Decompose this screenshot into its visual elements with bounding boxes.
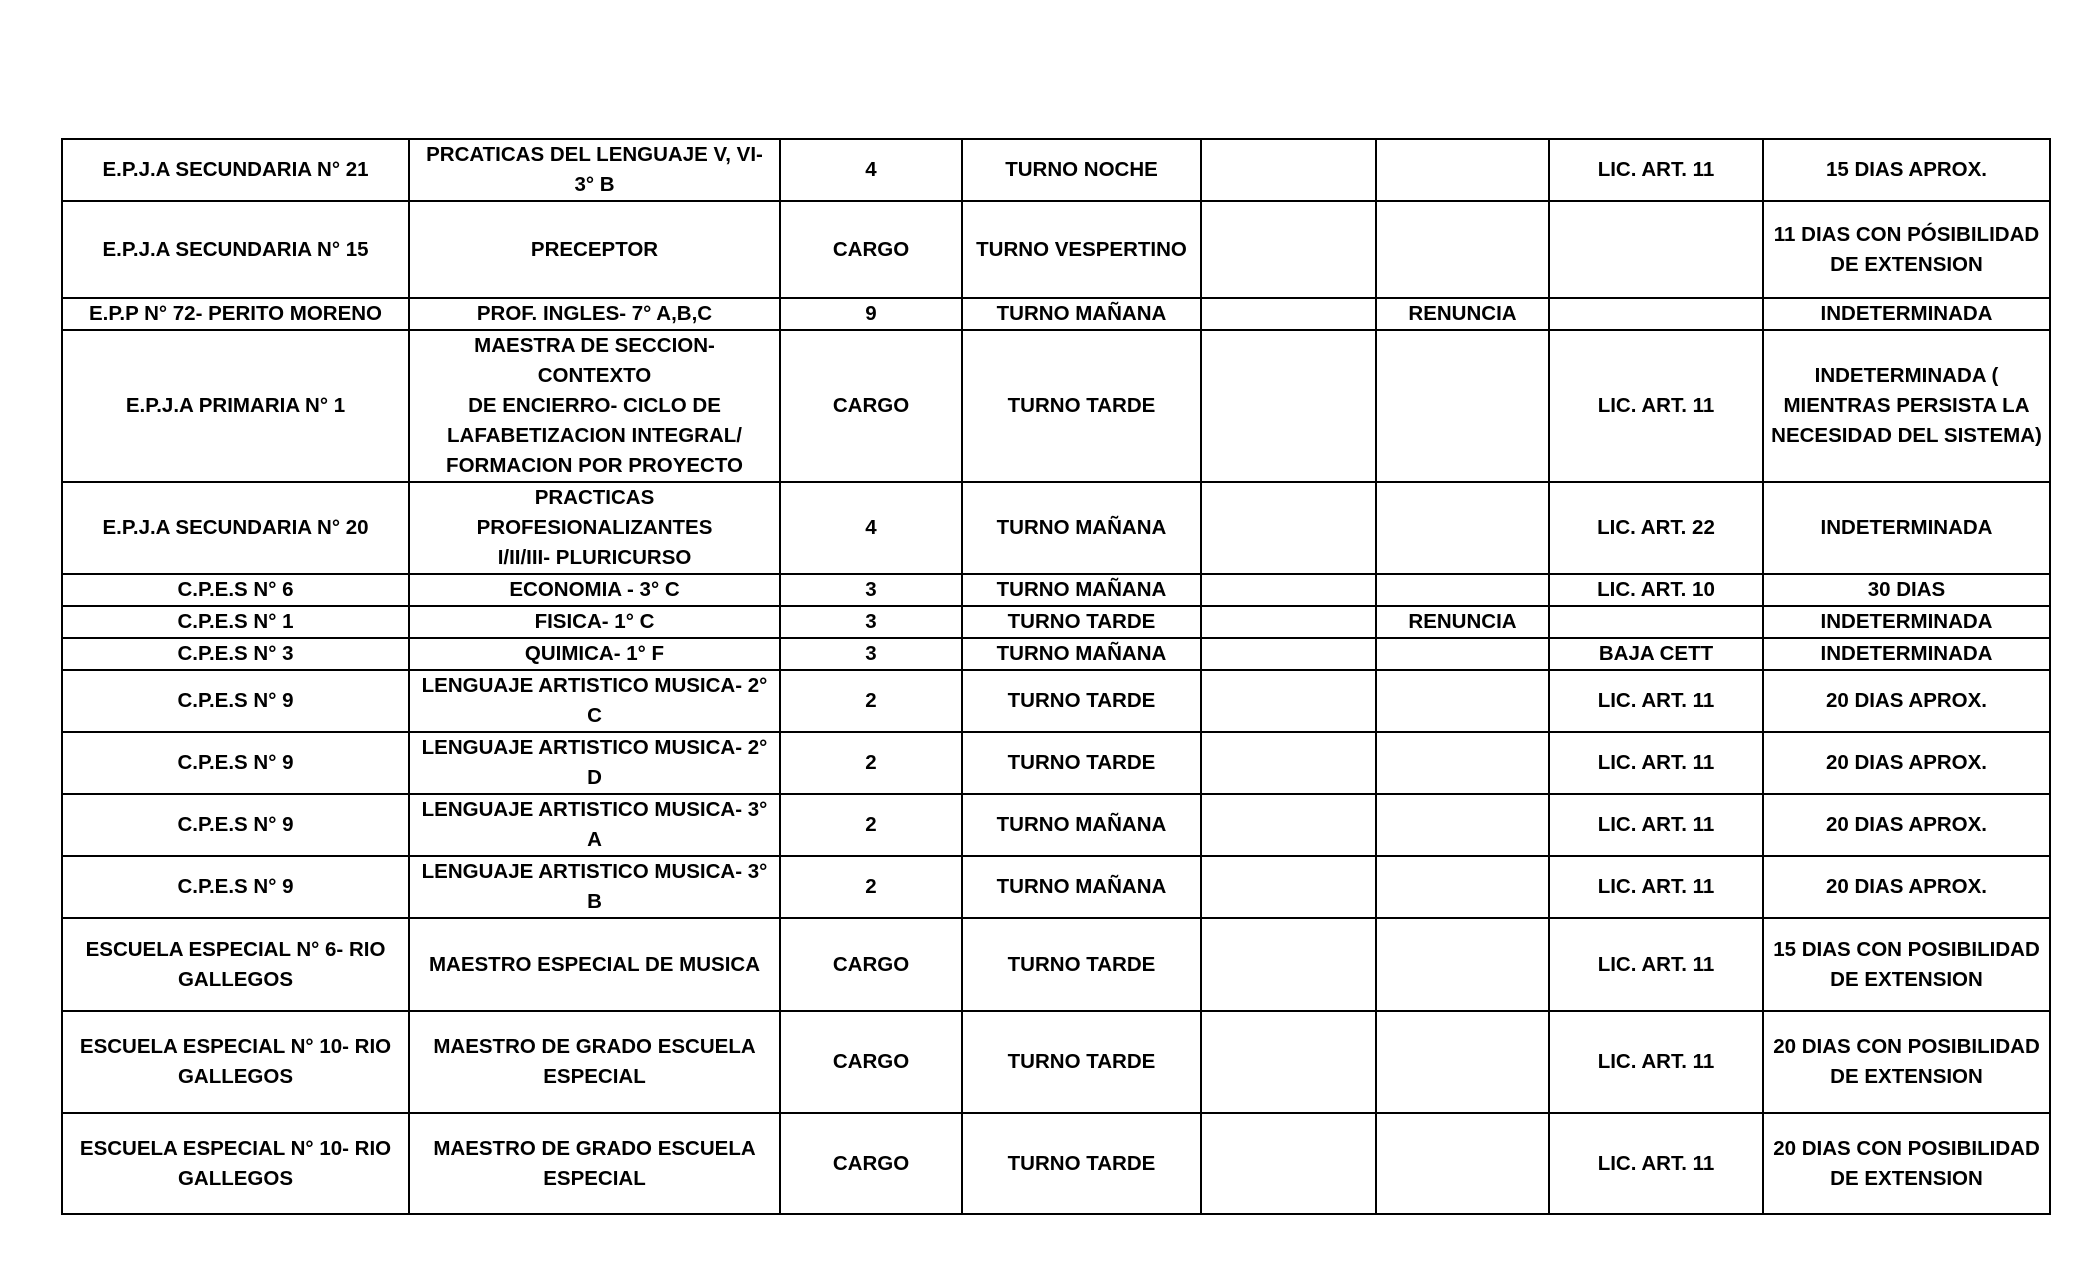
school-cell: E.P.P N° 72- PERITO MORENO <box>62 298 409 330</box>
duration-cell: 20 DIAS APROX. <box>1763 856 2050 918</box>
reason-cell <box>1376 482 1549 574</box>
table-row <box>62 574 2050 606</box>
table-row <box>62 298 2050 330</box>
duration-cell: INDETERMINADA <box>1763 606 2050 638</box>
shift-cell: TURNO MAÑANA <box>962 638 1201 670</box>
shift-cell: TURNO MAÑANA <box>962 856 1201 918</box>
subject-cell: QUIMICA- 1° F <box>409 638 780 670</box>
leave-cell: LIC. ART. 11 <box>1549 330 1763 482</box>
reason-cell <box>1376 201 1549 298</box>
hours-cell: 3 <box>780 638 962 670</box>
duration-cell: INDETERMINADA <box>1763 638 2050 670</box>
leave-cell <box>1549 201 1763 298</box>
blank-cell-a <box>1201 638 1376 670</box>
shift-cell: TURNO TARDE <box>962 918 1201 1011</box>
reason-cell: RENUNCIA <box>1376 298 1549 330</box>
leave-cell <box>1549 606 1763 638</box>
school-cell: C.P.E.S N° 3 <box>62 638 409 670</box>
blank-cell-a <box>1201 1113 1376 1214</box>
reason-cell <box>1376 330 1549 482</box>
reason-cell <box>1376 732 1549 794</box>
blank-cell-a <box>1201 482 1376 574</box>
leave-cell: LIC. ART. 11 <box>1549 918 1763 1011</box>
leave-cell: LIC. ART. 11 <box>1549 732 1763 794</box>
table-row <box>62 918 2050 1011</box>
hours-cell: CARGO <box>780 330 962 482</box>
blank-cell-a <box>1201 298 1376 330</box>
hours-cell: 2 <box>780 856 962 918</box>
subject-cell: ECONOMIA - 3° C <box>409 574 780 606</box>
shift-cell: TURNO MAÑANA <box>962 574 1201 606</box>
school-cell: C.P.E.S N° 6 <box>62 574 409 606</box>
school-cell: ESCUELA ESPECIAL N° 6- RIO GALLEGOS <box>62 918 409 1011</box>
leave-cell: BAJA CETT <box>1549 638 1763 670</box>
subject-cell: PRECEPTOR <box>409 201 780 298</box>
subject-cell: FISICA- 1° C <box>409 606 780 638</box>
duration-cell: 15 DIAS CON POSIBILIDAD DE EXTENSION <box>1763 918 2050 1011</box>
duration-cell: 15 DIAS APROX. <box>1763 139 2050 201</box>
reason-cell <box>1376 638 1549 670</box>
reason-cell <box>1376 670 1549 732</box>
table-row <box>62 1011 2050 1113</box>
duration-cell: 20 DIAS CON POSIBILIDAD DE EXTENSION <box>1763 1011 2050 1113</box>
school-cell: C.P.E.S N° 9 <box>62 732 409 794</box>
table-row <box>62 856 2050 918</box>
table-row <box>62 482 2050 574</box>
shift-cell: TURNO TARDE <box>962 670 1201 732</box>
hours-cell: CARGO <box>780 1113 962 1214</box>
shift-cell: TURNO TARDE <box>962 1011 1201 1113</box>
table-row <box>62 794 2050 856</box>
hours-cell: CARGO <box>780 918 962 1011</box>
leave-cell: LIC. ART. 22 <box>1549 482 1763 574</box>
table-row <box>62 670 2050 732</box>
leave-cell: LIC. ART. 11 <box>1549 856 1763 918</box>
table-row <box>62 1113 2050 1214</box>
duration-cell: 20 DIAS APROX. <box>1763 794 2050 856</box>
leave-cell: LIC. ART. 11 <box>1549 139 1763 201</box>
leave-cell: LIC. ART. 11 <box>1549 1011 1763 1113</box>
school-cell: C.P.E.S N° 9 <box>62 794 409 856</box>
reason-cell <box>1376 918 1549 1011</box>
reason-cell: RENUNCIA <box>1376 606 1549 638</box>
school-cell: ESCUELA ESPECIAL N° 10- RIO GALLEGOS <box>62 1011 409 1113</box>
school-cell: E.P.J.A SECUNDARIA N° 21 <box>62 139 409 201</box>
blank-cell-a <box>1201 794 1376 856</box>
blank-cell-a <box>1201 574 1376 606</box>
vacancies-table <box>61 138 2051 1215</box>
shift-cell: TURNO MAÑANA <box>962 482 1201 574</box>
hours-cell: 2 <box>780 670 962 732</box>
duration-cell: 20 DIAS APROX. <box>1763 670 2050 732</box>
blank-cell-a <box>1201 139 1376 201</box>
table-row <box>62 330 2050 482</box>
blank-cell-a <box>1201 330 1376 482</box>
shift-cell: TURNO TARDE <box>962 732 1201 794</box>
subject-cell: MAESTRO ESPECIAL DE MUSICA <box>409 918 780 1011</box>
hours-cell: CARGO <box>780 201 962 298</box>
subject-cell: MAESTRA DE SECCION- CONTEXTO DE ENCIERRO- CICLO DE LAFABETIZACION INTEGRAL/ FORMACION POR PROYECTO <box>409 330 780 482</box>
table-body <box>62 139 2050 1214</box>
hours-cell: 9 <box>780 298 962 330</box>
subject-cell: PROF. INGLES- 7° A,B,C <box>409 298 780 330</box>
blank-cell-a <box>1201 856 1376 918</box>
duration-cell: 11 DIAS CON PÓSIBILIDAD DE EXTENSION <box>1763 201 2050 298</box>
duration-cell: INDETERMINADA <box>1763 298 2050 330</box>
subject-cell: MAESTRO DE GRADO ESCUELA ESPECIAL <box>409 1113 780 1214</box>
hours-cell: 4 <box>780 139 962 201</box>
reason-cell <box>1376 856 1549 918</box>
shift-cell: TURNO TARDE <box>962 606 1201 638</box>
leave-cell <box>1549 298 1763 330</box>
leave-cell: LIC. ART. 10 <box>1549 574 1763 606</box>
subject-cell: LENGUAJE ARTISTICO MUSICA- 2° C <box>409 670 780 732</box>
hours-cell: 2 <box>780 794 962 856</box>
shift-cell: TURNO MAÑANA <box>962 794 1201 856</box>
leave-cell: LIC. ART. 11 <box>1549 1113 1763 1214</box>
blank-cell-a <box>1201 201 1376 298</box>
blank-cell-a <box>1201 918 1376 1011</box>
reason-cell <box>1376 794 1549 856</box>
table-row <box>62 139 2050 201</box>
reason-cell <box>1376 1113 1549 1214</box>
table-row <box>62 638 2050 670</box>
shift-cell: TURNO MAÑANA <box>962 298 1201 330</box>
table-row <box>62 732 2050 794</box>
duration-cell: 30 DIAS <box>1763 574 2050 606</box>
blank-cell-a <box>1201 606 1376 638</box>
duration-cell: 20 DIAS CON POSIBILIDAD DE EXTENSION <box>1763 1113 2050 1214</box>
hours-cell: CARGO <box>780 1011 962 1113</box>
subject-cell: PRACTICAS PROFESIONALIZANTES I/II/III- PLURICURSO <box>409 482 780 574</box>
school-cell: E.P.J.A PRIMARIA N° 1 <box>62 330 409 482</box>
duration-cell: INDETERMINADA ( MIENTRAS PERSISTA LA NECESIDAD DEL SISTEMA) <box>1763 330 2050 482</box>
subject-cell: LENGUAJE ARTISTICO MUSICA- 2° D <box>409 732 780 794</box>
school-cell: E.P.J.A SECUNDARIA N° 15 <box>62 201 409 298</box>
subject-cell: LENGUAJE ARTISTICO MUSICA- 3° A <box>409 794 780 856</box>
blank-cell-a <box>1201 670 1376 732</box>
shift-cell: TURNO TARDE <box>962 1113 1201 1214</box>
reason-cell <box>1376 139 1549 201</box>
school-cell: E.P.J.A SECUNDARIA N° 20 <box>62 482 409 574</box>
school-cell: C.P.E.S N° 9 <box>62 856 409 918</box>
hours-cell: 3 <box>780 606 962 638</box>
hours-cell: 4 <box>780 482 962 574</box>
table-row <box>62 606 2050 638</box>
hours-cell: 2 <box>780 732 962 794</box>
subject-cell: MAESTRO DE GRADO ESCUELA ESPECIAL <box>409 1011 780 1113</box>
leave-cell: LIC. ART. 11 <box>1549 794 1763 856</box>
duration-cell: INDETERMINADA <box>1763 482 2050 574</box>
reason-cell <box>1376 1011 1549 1113</box>
hours-cell: 3 <box>780 574 962 606</box>
subject-cell: LENGUAJE ARTISTICO MUSICA- 3° B <box>409 856 780 918</box>
blank-cell-a <box>1201 1011 1376 1113</box>
school-cell: C.P.E.S N° 1 <box>62 606 409 638</box>
shift-cell: TURNO TARDE <box>962 330 1201 482</box>
table-row <box>62 201 2050 298</box>
subject-cell: PRCATICAS DEL LENGUAJE V, VI- 3° B <box>409 139 780 201</box>
school-cell: C.P.E.S N° 9 <box>62 670 409 732</box>
school-cell: ESCUELA ESPECIAL N° 10- RIO GALLEGOS <box>62 1113 409 1214</box>
leave-cell: LIC. ART. 11 <box>1549 670 1763 732</box>
duration-cell: 20 DIAS APROX. <box>1763 732 2050 794</box>
shift-cell: TURNO NOCHE <box>962 139 1201 201</box>
shift-cell: TURNO VESPERTINO <box>962 201 1201 298</box>
blank-cell-a <box>1201 732 1376 794</box>
reason-cell <box>1376 574 1549 606</box>
